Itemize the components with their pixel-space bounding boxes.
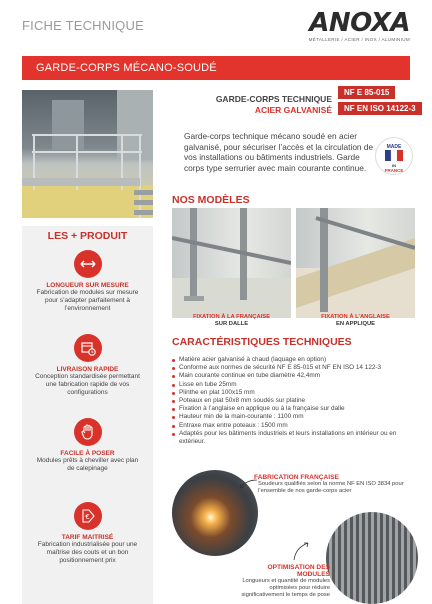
feature-title: FACILE À POSER <box>60 450 115 457</box>
model-photo-anglaise <box>296 208 415 318</box>
list-item: Hauteur min de la main-courante : 1100 mm <box>172 413 418 421</box>
feature-title: LIVRAISON RAPIDE <box>56 366 119 373</box>
svg-text:€: € <box>84 512 90 521</box>
optimisation-callout <box>234 564 330 599</box>
hand-icon <box>74 418 102 446</box>
model-caption-2 <box>296 314 415 328</box>
product-title <box>184 94 332 116</box>
arrow-icon <box>290 540 310 562</box>
feature-text: Conception standardisée permettant une fabrication rapide de vos configurations <box>35 373 140 396</box>
models-heading: NOS MODÈLES <box>172 194 250 206</box>
made-in-france-badge <box>375 137 413 175</box>
feature-item <box>22 334 153 397</box>
euro-tag-icon <box>74 502 102 530</box>
les-plus-heading: LES + PRODUIT <box>47 230 128 242</box>
made-in-line2: IN <box>392 163 396 168</box>
list-item: Fixation à l’anglaise en applique ou à la française sur dalle <box>172 405 418 413</box>
norm-badge-2: NF EN ISO 14122-3 <box>338 102 422 115</box>
arrows-horizontal-icon <box>74 250 102 278</box>
norm-badge-1: NF E 85-015 <box>338 86 395 99</box>
fabrication-title: FABRICATION FRANÇAISE <box>254 474 339 481</box>
model-caption-2-line2: EN APPLIQUE <box>335 321 376 327</box>
logo-wordmark: ANOXA <box>309 8 410 38</box>
optimisation-text: Longueurs et quantité de modules optimisées pour réduire significativement le temps de pose <box>241 578 330 598</box>
optimisation-title: OPTIMISATION DES MODULES <box>267 564 330 578</box>
feature-item <box>22 250 153 313</box>
model-caption-1-line2: SUR DALLE <box>214 321 249 327</box>
list-item: Main courante continue en tube diamètre 42,4mm <box>172 372 418 380</box>
model-caption-1 <box>172 314 291 328</box>
model-caption-2-line1: FIXATION À L’ANGLAISE <box>321 314 390 320</box>
caracteristiques-heading: CARACTÉRISTIQUES TECHNIQUES <box>172 336 352 348</box>
product-description: Garde-corps technique mécano soudé en acier galvanisé, pour sécuriser l’accès et la circulation de vos installations ou bâtiments industriels. Garde corps type serrurier avec main courante continue. <box>184 131 374 173</box>
made-in-line3: FRANCE <box>384 168 404 173</box>
list-item: Lisse en tube 25mm <box>172 381 418 389</box>
feature-text: Fabrication de modules sur mesure pour s’adapter parfaitement à l’environnement <box>36 289 139 312</box>
feature-item <box>22 502 153 565</box>
caracteristiques-list <box>172 356 418 446</box>
model-photo-francaise <box>172 208 291 318</box>
product-title-line2: ACIER GALVANISÉ <box>254 105 332 115</box>
title-banner: GARDE-CORPS MÉCANO-SOUDÉ <box>22 56 410 80</box>
doc-type-label: FICHE TECHNIQUE <box>22 18 144 33</box>
model-caption-1-line1: FIXATION À LA FRANÇAISE <box>193 314 270 320</box>
list-item: Matière acier galvanisé à chaud (laquage en option) <box>172 356 418 364</box>
modules-stack-photo <box>326 512 418 604</box>
list-item: Poteaux en plat 50x8 mm soudés sur platine <box>172 397 418 405</box>
product-title-line1: GARDE-CORPS TECHNIQUE <box>215 94 332 104</box>
logo-tagline: MÉTALLERIE / ACIER / INOX / ALUMINIUM <box>308 37 410 42</box>
feature-item <box>22 418 153 473</box>
list-item: Entraxe max entre poteaux : 1500 mm <box>172 422 418 430</box>
feature-title: TARIF MAITRISÉ <box>61 534 114 541</box>
feature-text: Fabrication industrialisée pour une maîtrise des couts et un bon positionnement prix <box>37 541 138 564</box>
calendar-clock-icon <box>74 334 102 362</box>
fabrication-text: Soudeurs qualifiés selon la norme NF EN ISO 3834 pour l’ensemble de nos garde-corps acier <box>258 481 404 494</box>
product-photo <box>22 90 153 218</box>
brand-logo <box>309 10 410 42</box>
feature-text: Modules prêts à cheviller avec plan de calepinage <box>36 457 139 472</box>
list-item: Plinthe en plat 100x15 mm <box>172 389 418 397</box>
feature-title: LONGUEUR SUR MESURE <box>46 282 129 289</box>
fabrication-callout <box>254 474 414 495</box>
list-item: Adaptés pour les bâtiments industriels et leurs installations en intérieur ou en extérieur. <box>172 430 418 446</box>
list-item: Conforme aux normes de sécurité NF E 85-015 et NF EN ISO 14 122-3 <box>172 364 418 372</box>
made-in-line1: MADE <box>386 144 402 150</box>
